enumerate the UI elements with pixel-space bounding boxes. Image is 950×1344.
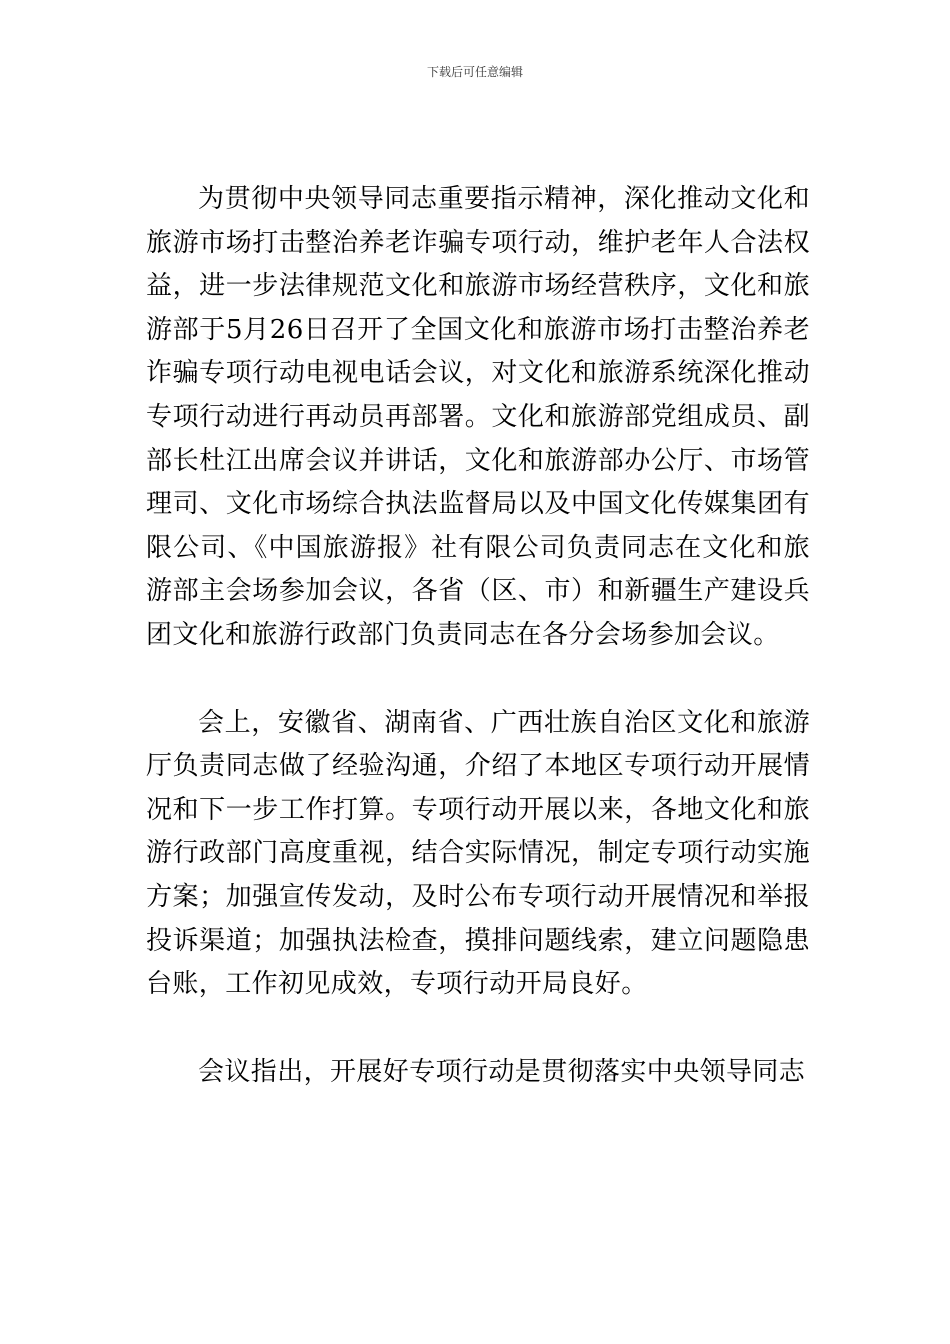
paragraph-1: 为贯彻中央领导同志重要指示精神，深化推动文化和旅游市场打击整治养老诈骗专项行动，维护老年人合法权益，进一步法律规范文化和旅游市场经营秩序，文化和旅游部于5月26日召开了全国文化和旅游市场打击整治养老诈骗专项行动电视电话会议，对文化和旅游系统深化推动专项行动进行再动员再部署。文化和旅游部党组成员、副部长杜江出席会议并讲话，文化和旅游部办公厅、市场管理司、文化市场综合执法监督局以及中国文化传媒集团有限公司、《中国旅游报》社有限公司负责同志在文化和旅游部主会场参加会议，各省（区、市）和新疆生产建设兵团文化和旅游行政部门负责同志在各分会场参加会议。 bbox=[146, 184, 810, 650]
paragraph-3: 会议指出，开展好专项行动是贯彻落实中央领导同志 bbox=[198, 1056, 806, 1087]
document-body bbox=[146, 178, 810, 1094]
page-header-note: 下载后可任意编辑 bbox=[426, 65, 523, 79]
paragraph-2: 会上，安徽省、湖南省、广西壮族自治区文化和旅游厅负责同志做了经验沟通，介绍了本地区专项行动开展情况和下一步工作打算。专项行动开展以来，各地文化和旅游行政部门高度重视，结合实际情况，制定专项行动实施方案；加强宣传发动，及时公布专项行动开展情况和举报投诉渠道；加强执法检查，摸排问题线索，建立问题隐患台账，工作初见成效，专项行动开局良好。 bbox=[146, 707, 810, 1000]
